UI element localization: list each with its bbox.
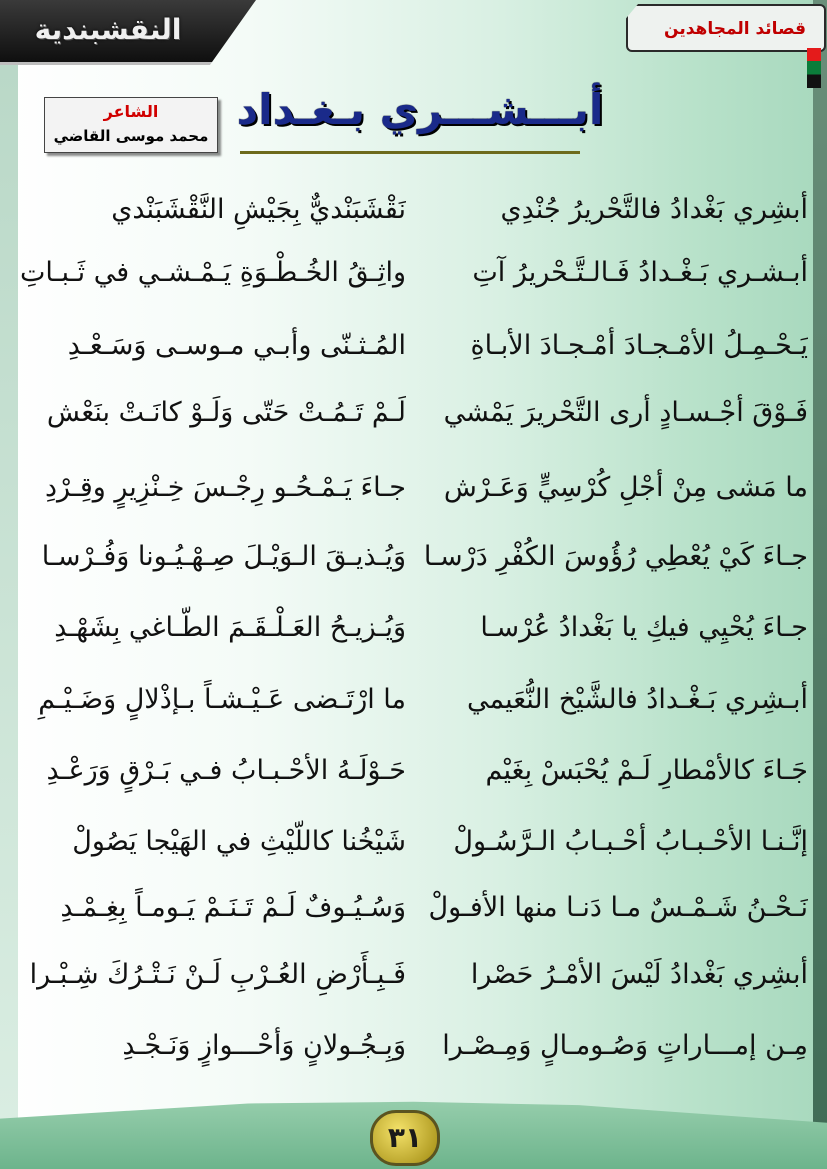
verse-right-2: أبـشـري بَـغْـدادُ فَـالـتَّـحْريرُ آتِ xyxy=(472,257,808,288)
verse-left-8: ما ارْتَـضى عَـيْـشـاً بـإذْلالٍ وَضَـيْـمِ xyxy=(38,684,406,715)
title-underline xyxy=(240,151,580,154)
verse-right-1: أبشِري بَغْدادُ فالتَّحْريرُ جُنْدِي xyxy=(500,194,808,225)
verse-right-12: أبشِري بَغْدادُ لَيْسَ الأمْـرُ حَصْرا xyxy=(470,959,808,990)
verse-right-8: أبـشِري بَـغْـدادُ فالشَّيْخ النُّعَيمي xyxy=(466,684,808,715)
verse-left-4: لَـمْ تَـمُـتْ حَتّى وَلَـوْ كانَـتْ بنَعْش xyxy=(46,397,406,428)
verse-right-13: مِـن إمـــاراتٍ وَصُـومـالٍ وَمِـصْـرا xyxy=(442,1030,808,1061)
flag-strip xyxy=(807,48,821,88)
verse-right-7: جـاءَ يُحْيِي فيكِ يا بَغْدادُ عُرْسـا xyxy=(480,612,808,643)
verse-left-3: المُـثـنّى وأبـي مـوسـى وَسَـعْـدِ xyxy=(67,330,406,361)
poet-label: الشاعر xyxy=(103,102,159,121)
verse-left-13: وَبِـجُـولانٍ وَأحْـــوازٍ وَنَـجْـدِ xyxy=(122,1030,406,1061)
page-number: ٣١ xyxy=(370,1110,440,1166)
verse-right-10: إنَّـنـا الأحْـبـابُ أحْـبـابُ الـرَّسُـولْ xyxy=(453,826,808,857)
verse-right-11: نَـحْـنُ شَـمْـسٌ مـا دَنـا منها الأفـولْ xyxy=(428,892,808,923)
poem-title: أبـــشـــري بـغـداد xyxy=(236,85,604,134)
section-title: قصائد المجاهدين xyxy=(664,19,806,39)
verse-left-6: وَيُـذيـقَ الـوَيْـلَ صِـهْـيُـونا وَفُـرْسـا xyxy=(41,541,406,572)
verse-left-10: شَيْخُنا كاللّيْثِ في الهَيْجا يَصُولْ xyxy=(72,826,406,857)
verse-right-9: جَـاءَ كالأمْطارِ لَـمْ يُحْبَسْ بِغَيْم xyxy=(485,755,808,786)
left-margin-band xyxy=(0,0,18,1169)
verse-left-2: واثِـقُ الخُـطْـوَةِ يَـمْـشـي في ثَـبـاتِ xyxy=(19,257,406,288)
verse-left-12: فَـبِـأَرْضِ العُـرْبِ لَـنْ نَـتْـرُكَ شِـبْـرا xyxy=(29,959,406,990)
verse-left-5: جـاءَ يَـمْـحُـو رِجْـسَ خِـنْزِيرٍ وقِـرْدِ xyxy=(45,472,406,503)
verse-left-9: حَـوْلَـهُ الأحْـبـابُ فـي بَـرْقٍ وَرَعْـدِ xyxy=(46,755,406,786)
poet-box xyxy=(44,97,218,153)
verse-right-5: ما مَشى مِنْ أجْلِ كُرْسِيٍّ وَعَـرْش xyxy=(443,472,808,503)
verse-right-4: فَـوْقَ أجْـسـادٍ أرى التَّحْريرَ يَمْشي xyxy=(443,397,808,428)
verse-left-11: وَسُـيُـوفٌ لَـمْ تَـنَـمْ يَـومـاً بِغِـمْـدِ xyxy=(60,892,406,923)
verse-right-3: يَـحْـمِـلُ الأمْـجـادَ أمْـجـادَ الأبـاةِ xyxy=(470,330,808,361)
poet-name: محمد موسى القاضي xyxy=(53,127,209,145)
verse-left-7: وَيُـزيـحُ العَـلْـقَـمَ الطّـاغي بِشَهْـدِ xyxy=(54,612,406,643)
verse-left-1: نَقْشَبَنْديٌّ بِجَيْشِ النَّقْشَبَنْدي xyxy=(111,194,406,225)
verse-right-6: جـاءَ كَيْ يُعْطِي رُؤُوسَ الكُفْرِ دَرْسـا xyxy=(423,541,808,572)
right-margin-band xyxy=(813,0,827,1169)
brand-title: النقشبندية xyxy=(34,13,182,46)
